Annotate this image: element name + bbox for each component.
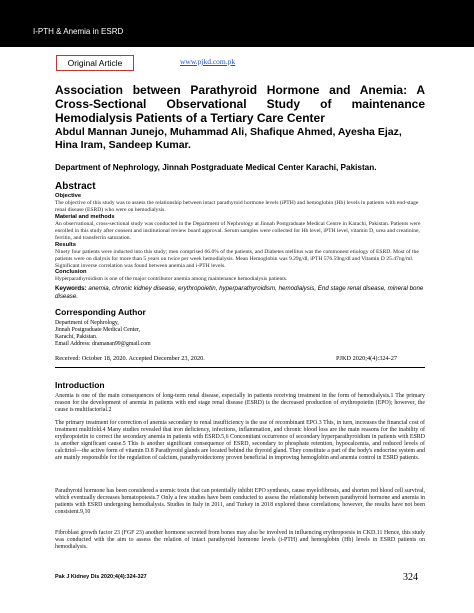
results-text: Ninety four patients were inducted into this study; men comprised 66.0% of the patients, and Diabetes mellitus was the commonest etiology of ESRD. Most of the patients were on dialysis for more than 5 years on twice per week hemodialysis. Mean Hemoglobin was 9.29g/dl, iPTH 576.59ng/dl and Vitamin D 25.47ng/ml. Significant inverse correlation was found between anemia and i-PTH levels.	[55, 249, 419, 269]
corresponding-institution: Jinnah Postgraduate Medical Center,	[55, 327, 141, 333]
corresponding-author-heading: Corresponding Author	[55, 307, 146, 317]
conclusion-heading: Conclusion	[55, 269, 87, 275]
objective-text: The objective of this study was to assess the relationship between intact parathyroid hormone levels (iPTH) and hemoglobin (Hb) levels in patients with end-stage renal disease (ESRD) who were on hemodialysis.	[55, 200, 419, 213]
intro-paragraph: The primary treatment for correction of anemia secondary to renal insufficiency is the use of recombinant EPO.3 This, in turn, increases the financial cost of treatment multifold.4 Many studies revealed that iron deficiency, infections, inflammation, and chronic blood loss are the main reasons for the inability of erythropoietin to correct the secondary anemia in patients with ESRD.5,6 Concomitant occurrence of secondary hyperparathyroidism in patients with ESRD is another significant cause.5 This is another significant consequence of ESRD, secondary to phosphate retention, hypocalcemia, and reduced levels of calcitriol—the active form of vitamin D.8 Parathyroid glands are located behind the thyroid gland. They constitute a part of the body's endocrine system and are mainly responsible for the regulation of calcium, parathyroidectomy proven beneficial in improving hemoglobin and anemia control in ESRD patients.	[55, 420, 425, 462]
author-list: Abdul Mannan Junejo, Muhammad Ali, Shafique Ahmed, Ayesha Ejaz, Hina Iram, Sandeep Kumar.	[55, 126, 402, 151]
article-title: Association between Parathyroid Hormone and Anemia: A Cross-Sectional Observational Study of maintenance Hemodialysis Patients of a Tertiary Care Center	[55, 83, 425, 125]
top-banner	[0, 0, 474, 47]
affiliation: Department of Nephrology, Jinnah Postgraduate Medical Center Karachi, Pakistan.	[55, 163, 377, 172]
results-heading: Results	[55, 242, 76, 248]
keywords-text: anemia, chronic kidney disease, erythropoietin, hyperparathyroidism, hemodialysis, End stage renal disease, mineral bone disease.	[55, 285, 424, 300]
methods-heading: Material and methods	[55, 214, 115, 220]
article-type-badge	[56, 55, 134, 71]
methods-text: An observational, cross-sectional study was conducted in the Department of Nephrology at Jinnah Postgraduate Medical Centre in Karachi, Pakistan. Patients were enrolled in this study after consent and institutional review board approval. Serum samples were collected for Hb level, iPTH level, vitamin D, urea and creatinine, ferritin, and transferrin saturation.	[55, 221, 421, 241]
objective-heading: Objective	[55, 193, 82, 199]
journal-website-link[interactable]: www.pjkd.com.pk	[180, 57, 236, 66]
corresponding-email[interactable]: Email Address: dramanan99@gmail.com	[55, 341, 151, 347]
abstract-heading: Abstract	[55, 181, 96, 192]
page-number: 324	[403, 572, 418, 583]
corresponding-department: Department of Nephrology,	[55, 320, 119, 326]
running-head: I-PTH & Anemia in ESRD	[33, 27, 124, 36]
keywords-label: Keywords:	[55, 285, 87, 292]
article-type-label: Original Article	[67, 58, 123, 68]
corresponding-city: Karachi, Pakistan.	[55, 334, 98, 340]
introduction-heading: Introduction	[55, 380, 105, 390]
keywords	[55, 285, 425, 300]
journal-citation: PJKD 2020;4(4):324-27	[336, 355, 398, 362]
conclusion-text: Hyperparathyroidism is one of the major contributor anemia among maintenance hemodialysis patients.	[55, 276, 288, 282]
intro-paragraph: Anemia is one of the main consequences of long-term renal disease, especially in patients receiving treatment in the form of hemodialysis.1 The primary reason for the development of anemia in patients with end stage renal disease (ESRD) is the decreased production of erythropoietin (EPO); however, the cause is multifactorial.2	[55, 393, 425, 414]
footer-citation: Pak J Kidney Dis 2020;4(4):324-327	[55, 574, 147, 580]
intro-paragraph: Parathyroid hormone has been considered a uremic toxin that can potentially inhibit EPO synthesis, cause myelofibrosis, and shorten red blood cell survival, which eventually decreases hematopoiesis.7 Only a few studies have been conducted to assess the relationship between parathyroid hormone and anemia in patients with ESRD undergoing hemodialysis. Studies in Italy in 2011, and Turkey in 2018 explored these correlations; however, the results have not been consistent.9,10	[55, 488, 425, 516]
received-accepted-dates: Received: October 18, 2020. Accepted December 23, 2020.	[55, 355, 205, 362]
intro-paragraph: Fibroblast growth factor 23 (FGF 23) another hormone secreted from bones may also be involved in influencing erythropoesis in CKD.11 Hence, this study was conducted with the aim to assess the relation of intact parathyroid hormone levels (i-PTH) and hemoglobin (Hb) levels in ESRD patients on hemodialysis.	[55, 530, 425, 551]
section-divider	[55, 367, 425, 368]
